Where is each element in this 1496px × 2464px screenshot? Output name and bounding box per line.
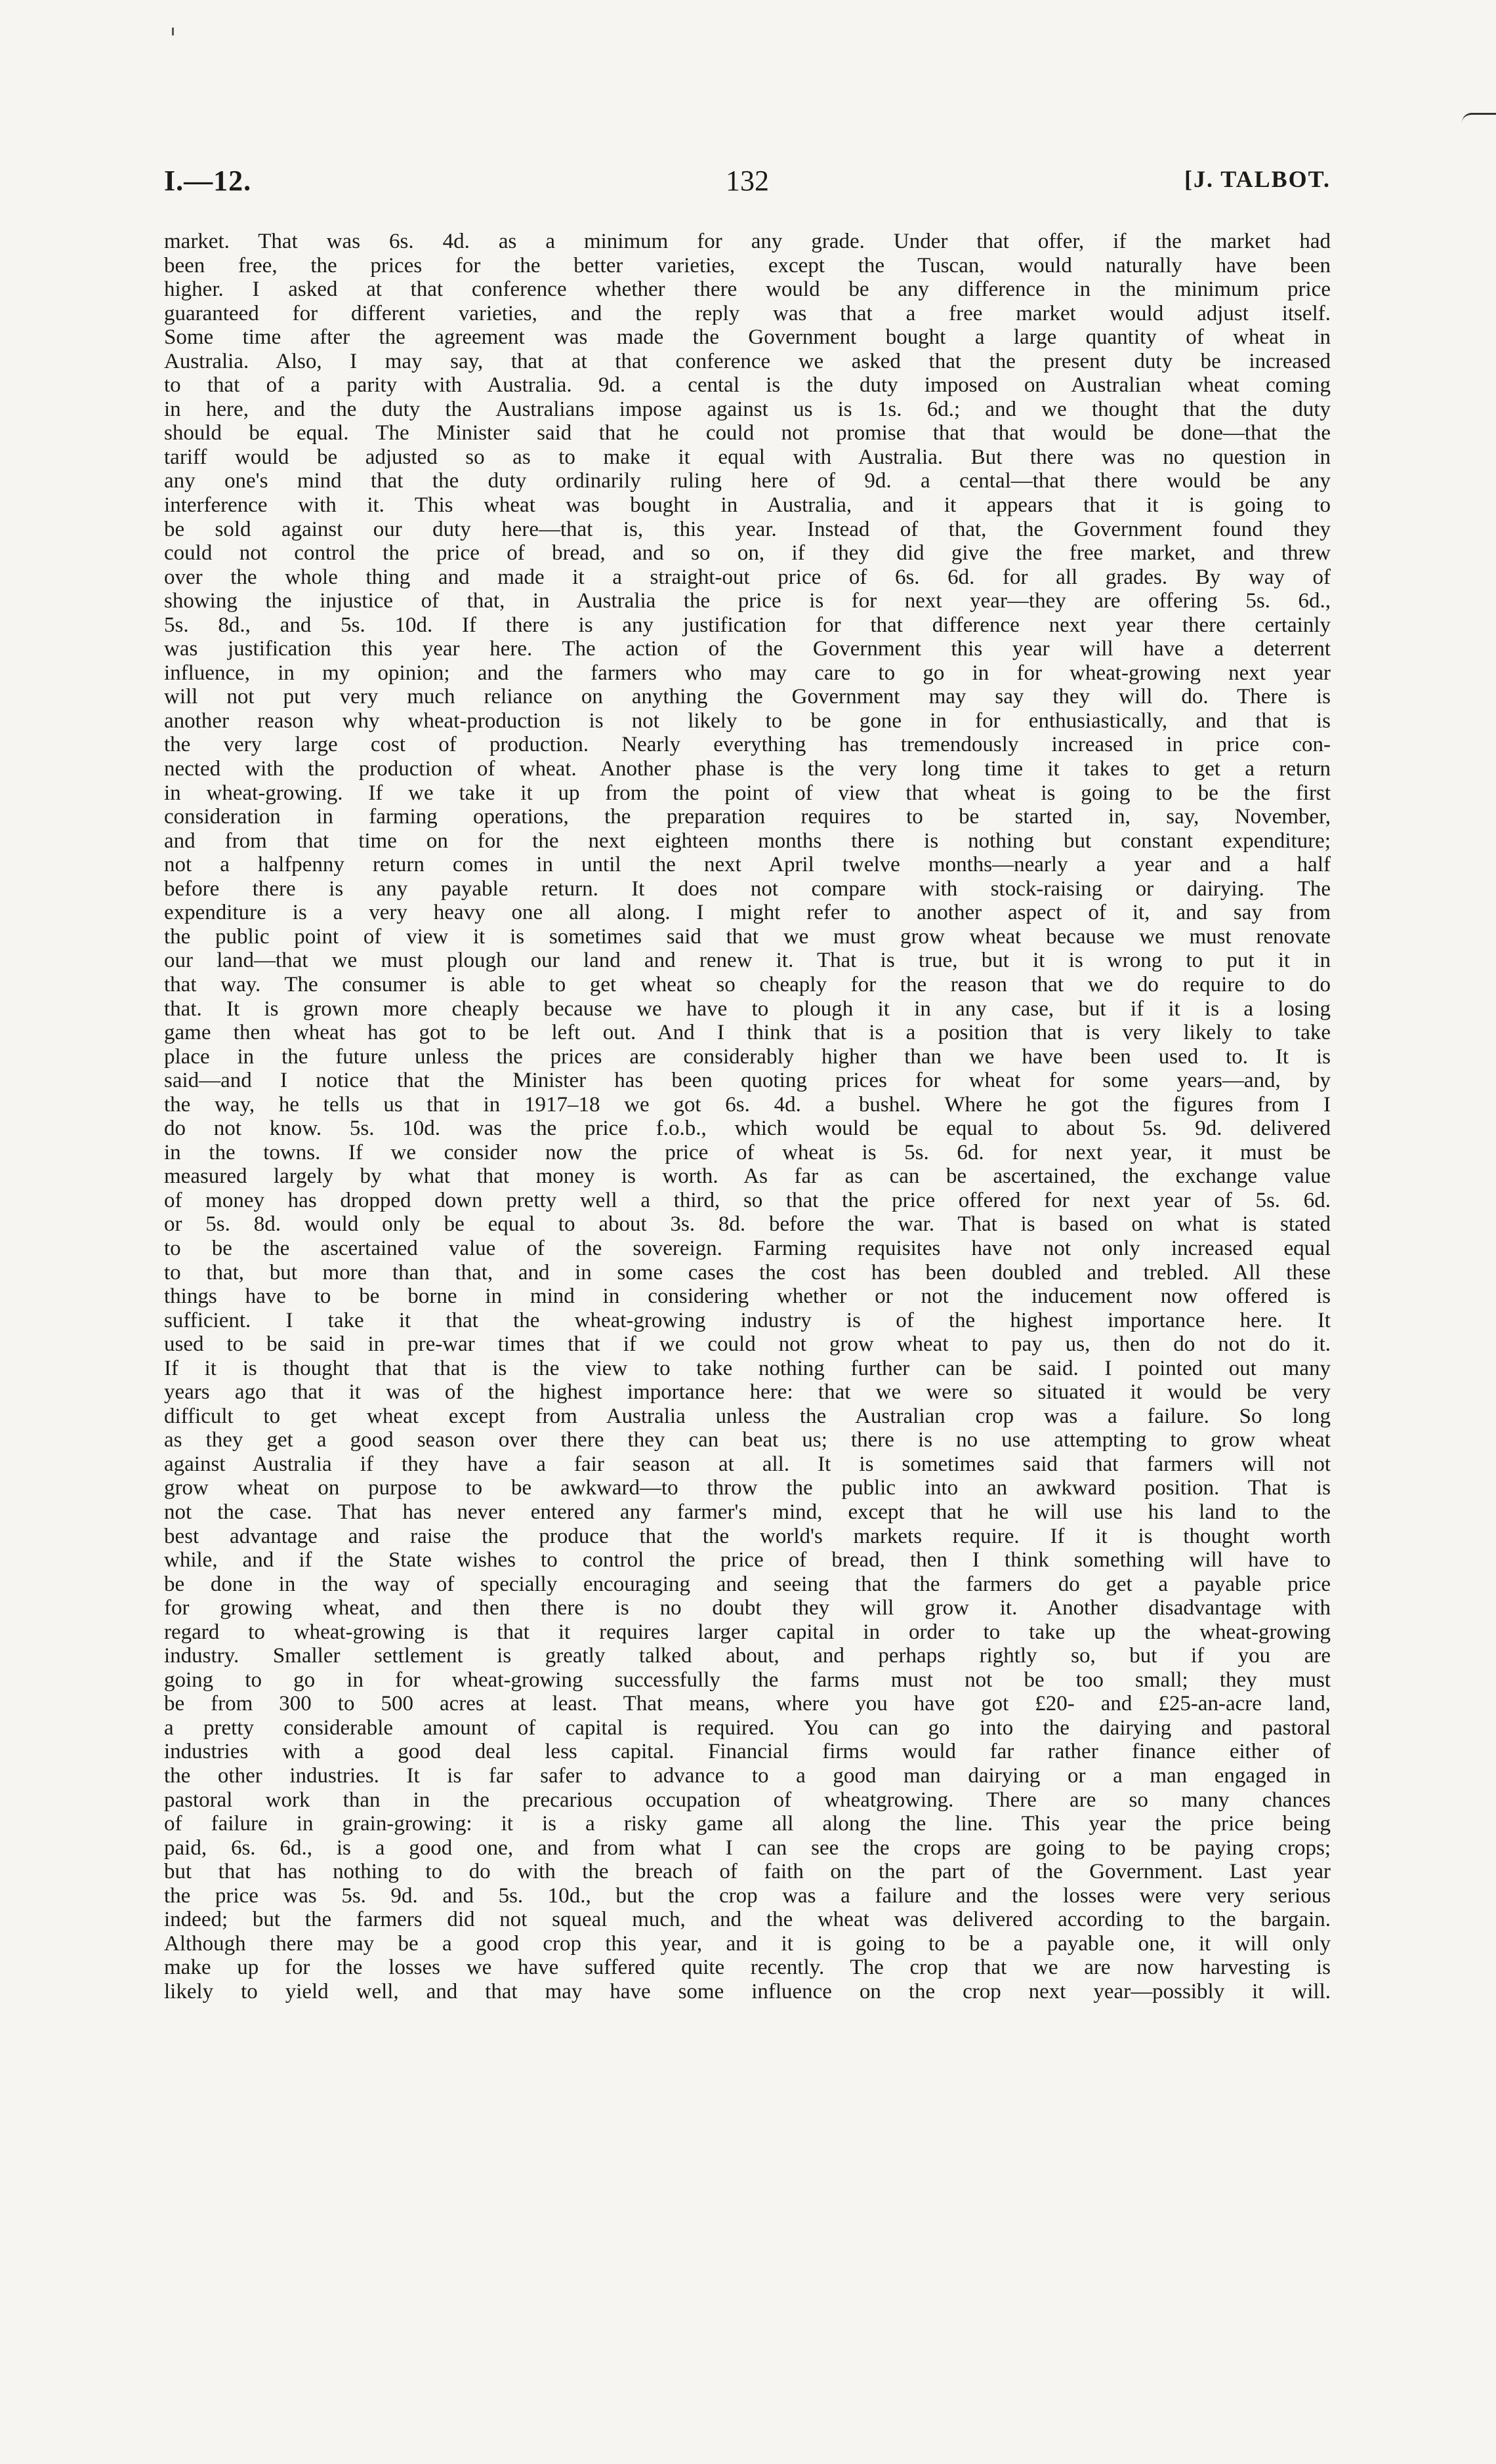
text-line: do not know. 5s. 10d. was the price f.o.b., which would be equal to about 5s. 9d. delivered [164, 1117, 1331, 1141]
text-line: make up for the losses we have suffered quite recently. The crop that we are now harvesting is [164, 1956, 1331, 1980]
text-line: that way. The consumer is able to get wheat so cheaply for the reason that we do require to do [164, 972, 1331, 996]
text-line: consideration in farming operations, the preparation requires to be started in, say, November, [164, 805, 1331, 829]
text-line: Although there may be a good crop this year, and it is going to be a payable one, it will only [164, 1931, 1331, 1956]
speaker-name: [J. TALBOT. [1184, 166, 1331, 192]
text-line: market. That was 6s. 4d. as a minimum for any grade. Under that offer, if the market had [164, 230, 1331, 253]
text-line: for growing wheat, and then there is no doubt they will grow it. Another disadvantage with [164, 1596, 1331, 1620]
text-line: to that of a parity with Australia. 9d. a cental is the duty imposed on Australian wheat coming [164, 373, 1331, 398]
text-line: sufficient. I take it that the wheat-growing industry is of the highest importance here. It [164, 1308, 1331, 1332]
text-line: industries with a good deal less capital. Financial firms would far rather finance either of [164, 1740, 1331, 1764]
text-line: place in the future unless the prices are considerably higher than we have been used to. It is [164, 1044, 1331, 1069]
text-line: could not control the price of bread, and so on, if they did give the free market, and threw [164, 541, 1331, 565]
text-line: in wheat-growing. If we take it up from the point of view that wheat is going to be the first [164, 781, 1331, 805]
text-line: the way, he tells us that in 1917–18 we got 6s. 4d. a bushel. Where he got the figures from I [164, 1092, 1331, 1117]
text-line: said—and I notice that the Minister has been quoting prices for wheat for some years—and, by [164, 1069, 1331, 1093]
text-line: another reason why wheat-production is not likely to be gone in for enthusiastically, and that is [164, 708, 1331, 733]
text-line: pastoral work than in the precarious occupation of wheatgrowing. There are so many chances [164, 1788, 1331, 1812]
text-line: any one's mind that the duty ordinarily ruling here of 9d. a cental—that there would be any [164, 469, 1331, 493]
text-line: expenditure is a very heavy one all along. I might refer to another aspect of it, and say from [164, 901, 1331, 925]
text-line: to be the ascertained value of the sovereign. Farming requisites have not only increased equal [164, 1236, 1331, 1260]
text-line: guaranteed for different varieties, and the reply was that a free market would adjust itself. [164, 301, 1331, 325]
text-line: was justification this year here. The action of the Government this year will have a deterrent [164, 637, 1331, 661]
text-line: showing the injustice of that, in Australia the price is for next year—they are offering 5s. 6d., [164, 589, 1331, 613]
text-line: while, and if the State wishes to control the price of bread, then I think something will have to [164, 1548, 1331, 1572]
text-line: going to go in for wheat-growing successfully the farms must not be too small; they must [164, 1668, 1331, 1692]
text-line: be from 300 to 500 acres at least. That means, where you have got £20- and £25-an-acre land, [164, 1692, 1331, 1716]
text-line: of failure in grain-growing: it is a risky game all along the line. This year the price being [164, 1812, 1331, 1836]
text-line: Australia. Also, I may say, that at that conference we asked that the present duty be increased [164, 349, 1331, 373]
text-line: used to be said in pre-war times that if we could not grow wheat to pay us, then do not do it. [164, 1332, 1331, 1357]
text-line: will not put very much reliance on anything the Government may say they will do. There is [164, 685, 1331, 709]
text-line: before there is any payable return. It does not compare with stock-raising or dairying. The [164, 876, 1331, 901]
text-line: in the towns. If we consider now the price of wheat is 5s. 6d. for next year, it must be [164, 1140, 1331, 1164]
text-line: not a halfpenny return comes in until the next April twelve months—nearly a year and a half [164, 853, 1331, 877]
text-line: indeed; but the farmers did not squeal much, and the wheat was delivered according to the bargain. [164, 1908, 1331, 1932]
text-line: Some time after the agreement was made the Government bought a large quantity of wheat in [164, 325, 1331, 350]
text-line: be sold against our duty here—that is, this year. Instead of that, the Government found they [164, 517, 1331, 541]
text-line: If it is thought that that is the view to take nothing further can be said. I pointed out many [164, 1356, 1331, 1380]
text-line: over the whole thing and made it a straight-out price of 6s. 6d. for all grades. By way of [164, 565, 1331, 589]
text-line: of money has dropped down pretty well a third, so that the price offered for next year of 5s. 6d. [164, 1188, 1331, 1212]
page-number: 132 [726, 165, 769, 197]
document-reference: I.—12. [164, 165, 252, 197]
text-line: against Australia if they have a fair season at all. It is sometimes said that farmers will not [164, 1452, 1331, 1476]
page-header [164, 164, 1331, 203]
text-line: the price was 5s. 9d. and 5s. 10d., but the crop was a failure and the losses were very serious [164, 1883, 1331, 1908]
text-line: be done in the way of specially encouraging and seeing that the farmers do get a payable price [164, 1572, 1331, 1596]
text-line: but that has nothing to do with the breach of faith on the part of the Government. Last year [164, 1860, 1331, 1884]
text-line: a pretty considerable amount of capital is required. You can go into the dairying and pastoral [164, 1715, 1331, 1740]
text-line: interference with it. This wheat was bought in Australia, and it appears that it is going to [164, 493, 1331, 518]
text-line: and from that time on for the next eighteen months there is nothing but constant expenditure; [164, 829, 1331, 853]
scan-edge-mark [1462, 113, 1496, 123]
text-line: years ago that it was of the highest importance here: that we were so situated it would be very [164, 1380, 1331, 1405]
text-line: or 5s. 8d. would only be equal to about 3s. 8d. before the war. That is based on what is stated [164, 1212, 1331, 1237]
text-line: things have to be borne in mind in considering whether or not the inducement now offered is [164, 1284, 1331, 1309]
text-line: higher. I asked at that conference whether there would be any difference in the minimum price [164, 277, 1331, 302]
text-line: likely to yield well, and that may have some influence on the crop next year—possibly it will. [164, 1979, 1331, 2003]
text-line: measured largely by what that money is worth. As far as can be ascertained, the exchange value [164, 1164, 1331, 1189]
text-line: should be equal. The Minister said that he could not promise that that would be done—that the [164, 421, 1331, 445]
text-line: as they get a good season over there they can beat us; there is no use attempting to grow wheat [164, 1428, 1331, 1452]
text-line: our land—that we must plough our land and renew it. That is true, but it is wrong to put it in [164, 949, 1331, 973]
text-line: the public point of view it is sometimes said that we must grow wheat because we must renovate [164, 924, 1331, 949]
text-line: influence, in my opinion; and the farmers who may care to go in for wheat-growing next year [164, 661, 1331, 685]
text-line: tariff would be adjusted so as to make it equal with Australia. But there was no question in [164, 445, 1331, 469]
scan-tick-mark [172, 28, 174, 35]
text-line: grow wheat on purpose to be awkward—to throw the public into an awkward position. That is [164, 1476, 1331, 1500]
text-line: best advantage and raise the produce that the world's markets require. If it is thought worth [164, 1524, 1331, 1548]
text-line: that. It is grown more cheaply because we have to plough it in any case, but if it is a losing [164, 996, 1331, 1021]
text-line: to that, but more than that, and in some cases the cost has been doubled and trebled. All these [164, 1260, 1331, 1284]
testimony-paragraph [164, 230, 1331, 2003]
text-line: the other industries. It is far safer to advance to a good man dairying or a man engaged in [164, 1764, 1331, 1788]
text-line: regard to wheat-growing is that it requires larger capital in order to take up the wheat-growing [164, 1620, 1331, 1644]
text-line: not the case. That has never entered any farmer's mind, except that he will use his land to the [164, 1500, 1331, 1524]
text-line: difficult to get wheat except from Australia unless the Australian crop was a failure. So long [164, 1404, 1331, 1428]
text-line: 5s. 8d., and 5s. 10d. If there is any justification for that difference next year there certainly [164, 613, 1331, 637]
text-line: been free, the prices for the better varieties, except the Tuscan, would naturally have been [164, 253, 1331, 277]
text-line: nected with the production of wheat. Another phase is the very long time it takes to get a return [164, 757, 1331, 781]
text-line: in here, and the duty the Australians impose against us is 1s. 6d.; and we thought that the duty [164, 397, 1331, 421]
text-line: paid, 6s. 6d., is a good one, and from what I can see the crops are going to be paying crops; [164, 1836, 1331, 1860]
text-line: the very large cost of production. Nearly everything has tremendously increased in price con- [164, 733, 1331, 757]
text-line: industry. Smaller settlement is greatly talked about, and perhaps rightly so, but if you are [164, 1644, 1331, 1668]
text-line: game then wheat has got to be left out. And I think that is a position that is very likely to take [164, 1021, 1331, 1045]
